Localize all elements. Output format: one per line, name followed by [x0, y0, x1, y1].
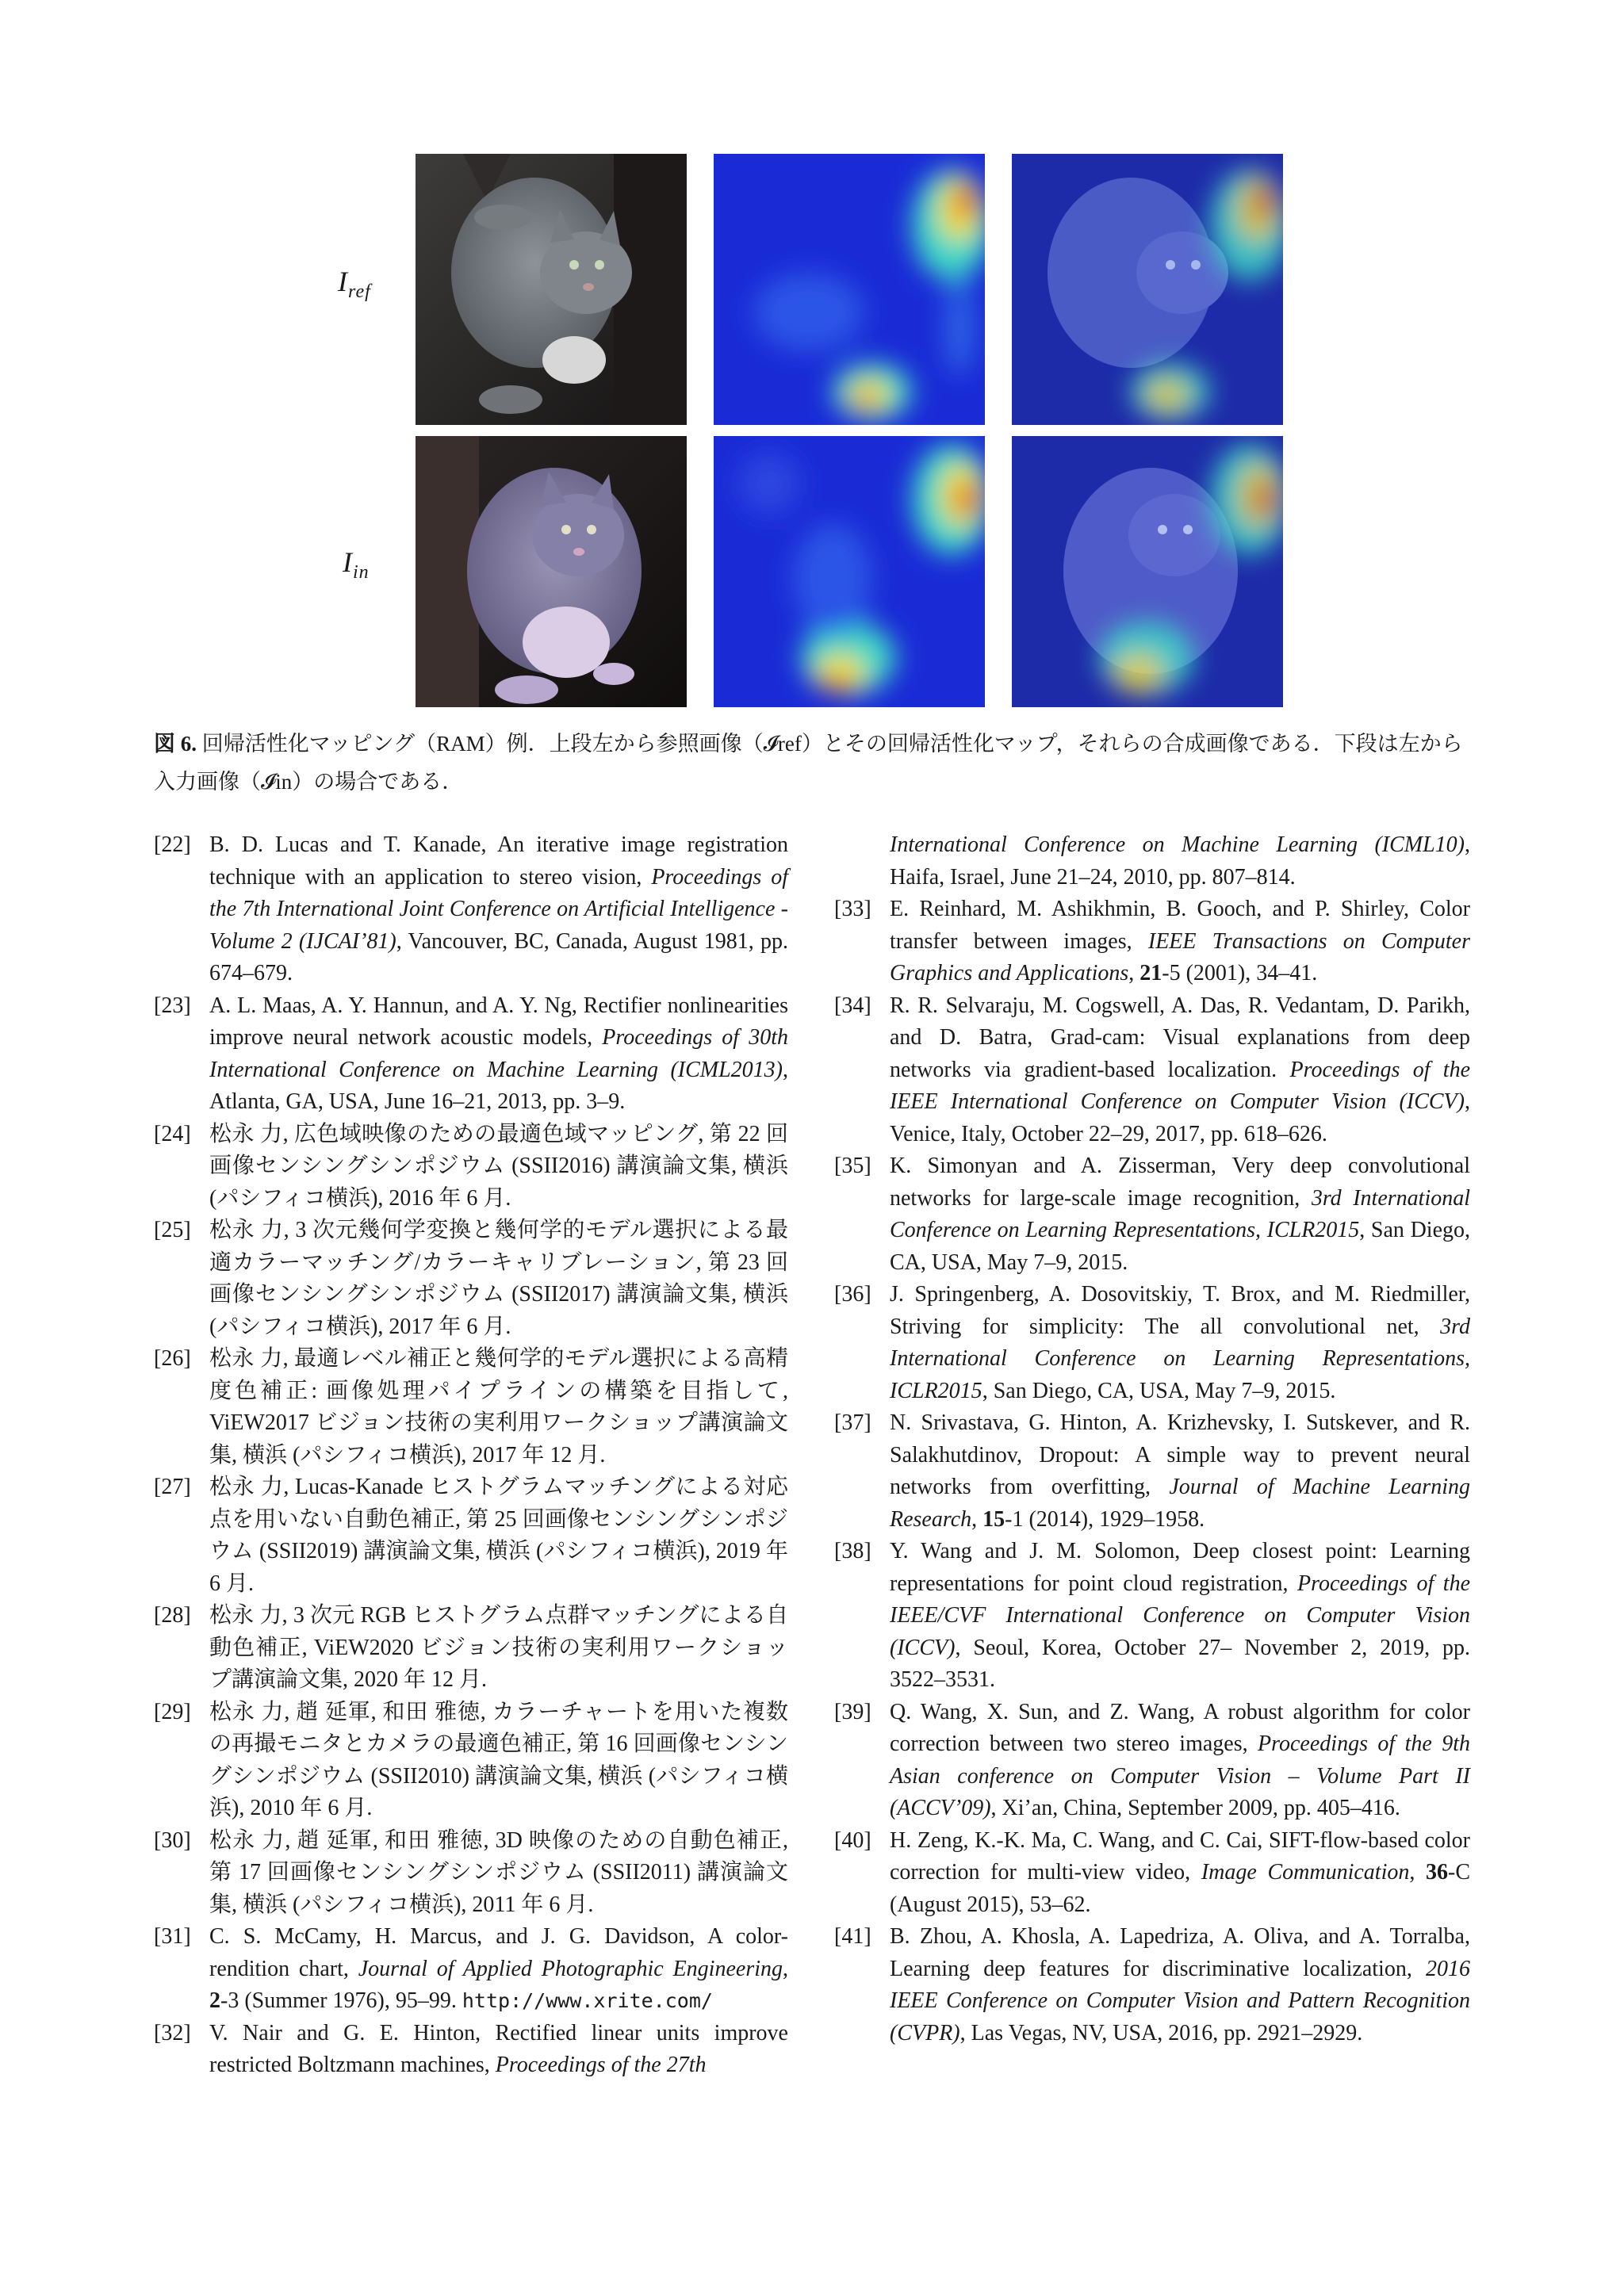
reference-entry	[834, 1921, 1470, 2049]
reference-activation-map	[714, 154, 985, 425]
reference-text: , Seoul, Korea, October 27– November 2, 2019, pp. 3522–3531.	[890, 1635, 1470, 1692]
reference-text: K. Simonyan and A. Zisserman, Very deep convolutional networks for large-scale image recognition,	[890, 1154, 1470, 1211]
reference-text: -1 (2014), 1929–1958.	[1005, 1506, 1205, 1532]
reference-number: [37]	[834, 1410, 871, 1435]
reference-text: 2	[209, 1988, 220, 2013]
reference-number: [34]	[834, 993, 871, 1018]
reference-text: V. Nair and G. E. Hinton, Rectified linear units improve restricted Boltzmann machines,	[209, 2020, 788, 2077]
reference-number: [32]	[154, 2020, 191, 2045]
reference-number: [28]	[154, 1603, 191, 1628]
reference-text: , Venice, Italy, October 22–29, 2017, pp. 618–626.	[890, 1089, 1470, 1146]
reference-number: [30]	[154, 1827, 191, 1853]
reference-text: R. R. Selvaraju, M. Cogswell, A. Das, R. Vedantam, D. Parikh, and D. Batra, Grad-cam: Visual explanations from deep networks via gradient-based localization.	[890, 993, 1470, 1082]
figure-caption	[154, 725, 1470, 801]
reference-text: , San Diego, CA, USA, May 7–9, 2015.	[982, 1378, 1336, 1403]
reference-entry	[154, 1697, 788, 1825]
reference-text: , Haifa, Israel, June 21–24, 2010, pp. 807–814.	[890, 832, 1470, 890]
reference-entry	[154, 1215, 788, 1343]
reference-text: 21	[1139, 961, 1162, 985]
reference-text: 松永 力, 広色域映像のための最適色域マッピング, 第 22 回画像センシングシンポジウム (SSII2016) 講演論文集, 横浜 (パシフィコ横浜), 2016 年 6 月.	[209, 1121, 788, 1211]
reference-number: [25]	[154, 1218, 191, 1242]
reference-entry	[154, 1343, 788, 1471]
figure-label: 図 6.	[154, 732, 197, 756]
reference-entry	[154, 990, 788, 1119]
reference-text: Y. Wang and J. M. Solomon, Deep closest point: Learning representations for point cloud registration,	[890, 1539, 1470, 1596]
reference-number: [39]	[834, 1699, 871, 1724]
reference-text: International Conference on Machine Learning (ICML10)	[890, 832, 1465, 857]
reference-number: [35]	[834, 1154, 871, 1178]
reference-entry	[154, 1825, 788, 1922]
reference-text: ,	[783, 1956, 788, 1981]
reference-number: [33]	[834, 897, 871, 921]
reference-entry	[834, 1279, 1470, 1407]
reference-text: -5 (2001), 34–41.	[1162, 961, 1318, 985]
row-label-in: $I_{in}$	[343, 546, 370, 584]
reference-text: N. Srivastava, G. Hinton, A. Krizhevsky, I. Sutskever, and R. Salakhutdinov, Dropout: A simple way to prevent neural networks from overfitting,	[890, 1410, 1470, 1499]
reference-number: [38]	[834, 1539, 871, 1563]
reference-entry	[154, 1471, 788, 1600]
reference-text: 3rd International Conference on Learning Representations, ICLR2015	[890, 1185, 1471, 1242]
reference-text: ,	[1128, 961, 1140, 985]
reference-text: -3 (Summer 1976), 95–99.	[220, 1988, 462, 2013]
references-right-column	[834, 829, 1470, 2049]
reference-number: [40]	[834, 1827, 871, 1853]
reference-text: 15	[982, 1506, 1005, 1532]
reference-entry	[154, 1600, 788, 1697]
reference-entry	[834, 894, 1470, 990]
reference-cat-image	[416, 154, 687, 425]
reference-text: Proceedings of the 9th Asian conference on Computer Vision – Volume Part II (ACCV’09)	[890, 1732, 1470, 1820]
reference-entry	[834, 1697, 1470, 1825]
reference-text: J. Springenberg, A. Dosovitskiy, T. Brox, and M. Riedmiller, Striving for simplicity: The all convolutional net,	[890, 1282, 1470, 1339]
reference-entry	[834, 990, 1470, 1151]
reference-number: [24]	[154, 1121, 191, 1146]
caption-text: 回帰活性化マッピング（RAM）例．上段左から参照画像（𝓘ref）とその回帰活性化マップ，それらの合成画像である．下段は左から入力画像（𝓘in）の場合である．	[154, 732, 1463, 794]
input-cat-image	[416, 436, 687, 707]
reference-number: [27]	[154, 1475, 191, 1499]
reference-number: [31]	[154, 1924, 191, 1949]
reference-text: E. Reinhard, M. Ashikhmin, B. Gooch, and P. Shirley, Color transfer between images,	[890, 897, 1470, 954]
reference-text: Journal of Applied Photographic Engineering	[358, 1956, 783, 1981]
reference-text: H. Zeng, K.-K. Ma, C. Wang, and C. Cai, SIFT-flow-based color correction for multi-view video,	[890, 1827, 1470, 1885]
figure-6	[0, 0, 1624, 714]
reference-text: -C (August 2015), 53–62.	[890, 1860, 1471, 1917]
reference-entry	[834, 1407, 1470, 1536]
reference-entry	[154, 829, 788, 990]
reference-text: 36	[1426, 1860, 1449, 1885]
reference-text: Image Communication	[1201, 1860, 1410, 1885]
reference-text: Journal of Machine Learning Research	[890, 1475, 1470, 1532]
reference-text: A. L. Maas, A. Y. Hannun, and A. Y. Ng, Rectifier nonlinearities improve neural network acoustic models,	[209, 993, 788, 1050]
reference-text: , Atlanta, GA, USA, June 16–21, 2013, pp. 3–9.	[209, 1057, 788, 1114]
reference-text: C. S. McCamy, H. Marcus, and J. G. Davidson, A color-rendition chart,	[209, 1924, 788, 1981]
reference-entry	[834, 829, 1470, 894]
reference-text: 松永 力, 3 次元 RGB ヒストグラム点群マッチングによる自動色補正, ViEW2020 ビジョン技術の実利用ワークショップ講演論文集, 2020 年 12 月.	[209, 1603, 788, 1692]
reference-text: ,	[1409, 1860, 1427, 1885]
reference-number: [22]	[154, 832, 191, 857]
input-activation-map	[714, 436, 985, 707]
reference-text: B. Zhou, A. Khosla, A. Lapedriza, A. Oliva, and A. Torralba, Learning deep features for discriminative localization,	[890, 1924, 1470, 1981]
reference-overlay-image	[1012, 154, 1283, 425]
row-label-ref: $I_{ref}$	[338, 266, 371, 303]
reference-text: 松永 力, 最適レベル補正と幾何学的モデル選択による高精度色補正: 画像処理パイプラインの構築を目指して, ViEW2017 ビジョン技術の実利用ワークショップ講演論文集, 横浜 (パシフィコ横浜), 2017 年 12 月.	[209, 1346, 788, 1468]
reference-text: 3rd International Conference on Learning Representations, ICLR2015	[890, 1314, 1470, 1403]
reference-number: [26]	[154, 1346, 191, 1371]
input-overlay-image	[1012, 436, 1283, 707]
reference-entry	[154, 2018, 788, 2082]
reference-number: [41]	[834, 1924, 871, 1949]
reference-entry	[154, 1921, 788, 2018]
reference-text: Proceedings of 30th International Conference on Machine Learning (ICML2013)	[209, 1025, 788, 1082]
reference-number: [23]	[154, 993, 191, 1018]
reference-text: , Las Vegas, NV, USA, 2016, pp. 2921–2929.	[959, 2020, 1363, 2045]
reference-text: , Xi’an, China, September 2009, pp. 405–416.	[990, 1796, 1400, 1820]
reference-text: 松永 力, 3 次元幾何学変換と幾何学的モデル選択による最適カラーマッチング/カラーキャリブレーション, 第 23 回画像センシングシンポジウム (SSII2017) 講演論文集, 横浜 (パシフィコ横浜), 2017 年 6 月.	[209, 1218, 788, 1339]
reference-text: 松永 力, Lucas-Kanade ヒストグラムマッチングによる対応点を用いない自動色補正, 第 25 回画像センシングシンポジウム (SSII2019) 講演論文集, 横浜 (パシフィコ横浜), 2019 年 6 月.	[209, 1475, 788, 1596]
reference-entry	[834, 1150, 1470, 1279]
reference-text: 松永 力, 趙 延軍, 和田 雅徳, 3D 映像のための自動色補正, 第 17 回画像センシングシンポジウム (SSII2011) 講演論文集, 横浜 (パシフィコ横浜), 2011 年 6 月.	[209, 1827, 788, 1917]
reference-text: Proceedings of the 7th International Joint Conference on Artificial Intelligence - Volume 2 (IJCAI’81)	[209, 864, 788, 954]
references-left-column	[154, 829, 788, 2082]
reference-text: IEEE Transactions on Computer Graphics and Applications	[890, 928, 1470, 985]
reference-text: Proceedings of the 27th	[495, 2053, 707, 2077]
reference-number: [29]	[154, 1699, 191, 1724]
reference-text: B. D. Lucas and T. Kanade, An iterative image registration technique with an application to stereo vision,	[209, 832, 788, 890]
reference-entry	[834, 1536, 1470, 1697]
reference-text: Proceedings of the IEEE International Conference on Computer Vision (ICCV)	[890, 1057, 1471, 1114]
reference-text: Proceedings of the IEEE/CVF International Conference on Computer Vision (ICCV)	[890, 1571, 1471, 1660]
reference-entry	[154, 1119, 788, 1215]
reference-text: 松永 力, 趙 延軍, 和田 雅徳, カラーチャートを用いた複数の再撮モニタとカメラの最適色補正, 第 16 回画像センシングシンポジウム (SSII2010) 講演論文集, 横浜 (パシフィコ横浜), 2010 年 6 月.	[209, 1699, 788, 1820]
reference-text: , San Diego, CA, USA, May 7–9, 2015.	[890, 1218, 1470, 1275]
reference-text: Q. Wang, X. Sun, and Z. Wang, A robust algorithm for color correction between two stereo images,	[890, 1699, 1470, 1756]
reference-text: 2016 IEEE Conference on Computer Vision and Pattern Recognition (CVPR)	[890, 1956, 1470, 2045]
reference-number: [36]	[834, 1282, 871, 1307]
reference-entry	[834, 1825, 1470, 1922]
reference-url[interactable]: http://www.xrite.com/	[462, 1989, 713, 2012]
reference-text: ,	[971, 1506, 983, 1532]
reference-text: , Vancouver, BC, Canada, August 1981, pp. 674–679.	[209, 928, 788, 985]
